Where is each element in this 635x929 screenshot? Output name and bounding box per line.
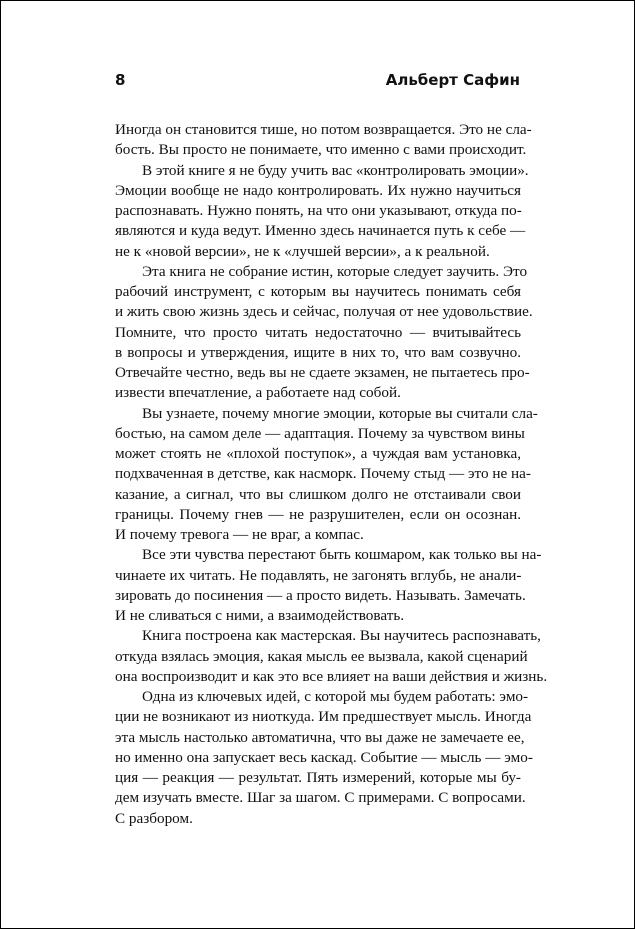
text-line: Помните, что просто читать недостаточно — вчитывайтесь bbox=[115, 323, 521, 341]
paragraph bbox=[115, 687, 533, 829]
paragraph bbox=[115, 161, 529, 262]
text-line: Эмоции вообще не надо контролировать. Их нужно научиться bbox=[115, 181, 521, 199]
text-line: распознавать. Нужно понять, на что они указывают, откуда по- bbox=[115, 202, 522, 219]
text-line: бость. Вы просто не понимаете, что именно с вами происходит. bbox=[115, 141, 527, 159]
text-line: в вопросы и утверждения, ищите в них то, что вам созвучно. bbox=[115, 343, 521, 361]
text-line: И не сливаться с ними, а взаимодействовать. bbox=[115, 607, 405, 624]
text-line: дем изучать вместе. Шаг за шагом. С примерами. С вопросами. bbox=[115, 789, 526, 807]
text-line: она воспроизводит и как это все влияет на ваши действия и жизнь. bbox=[115, 667, 548, 685]
text-line: Вы узнаете, почему многие эмоции, которые вы считали сла- bbox=[142, 404, 538, 422]
text-line: и жить свою жизнь здесь и сейчас, получая от нее удовольствие. bbox=[115, 303, 533, 321]
text-line: Отвечайте честно, ведь вы не сдаете экзамен, не пытаетесь про- bbox=[115, 364, 530, 381]
text-line: но именно она запускает весь каскад. Событие — мысль — эмо- bbox=[115, 748, 533, 766]
text-line: Иногда он становится тише, но потом возвращается. Это не сла- bbox=[115, 121, 532, 138]
paragraph bbox=[115, 262, 533, 404]
text-line: откуда взялась эмоция, какая мысль ее вызвала, какой сценарий bbox=[115, 647, 528, 665]
page-number: 8 bbox=[115, 71, 126, 89]
text-line: Все эти чувства перестают быть кошмаром, как только вы на- bbox=[142, 546, 542, 564]
paragraph bbox=[115, 545, 542, 626]
text-line: зировать до посинения — а просто видеть. Называть. Замечать. bbox=[115, 586, 526, 604]
text-line: не к «новой версии», не к «лучшей версии», а к реальной. bbox=[115, 242, 490, 260]
text-line: рабочий инструмент, с которым вы научитесь понимать себя bbox=[115, 283, 521, 300]
paragraph bbox=[115, 120, 532, 161]
text-line: чинаете их читать. Не подавлять, не загонять вглубь, не анали- bbox=[115, 566, 522, 584]
text-line: подхваченная в детстве, как насморк. Почему стыд — это не на- bbox=[115, 465, 531, 483]
text-line: Книга построена как мастерская. Вы научитесь распознавать, bbox=[142, 627, 541, 645]
paragraph bbox=[115, 404, 538, 546]
text-line: извести впечатление, а работаете над собой. bbox=[115, 384, 401, 402]
running-header-author: Альберт Сафин bbox=[385, 71, 520, 89]
text-line: ция — реакция — результат. Пять измерений, которые мы бу- bbox=[115, 769, 521, 786]
paragraph bbox=[115, 626, 548, 687]
text-line: В этой книге я не буду учить вас «контролировать эмоции». bbox=[142, 161, 529, 179]
text-line: являются и куда ведут. Именно здесь начинается путь к себе — bbox=[115, 222, 526, 240]
page-body-text bbox=[115, 120, 548, 829]
text-line: эта мысль настолько автоматична, что вы даже не замечаете ее, bbox=[115, 728, 525, 746]
text-line: бостью, на самом деле — адаптация. Почему за чувством вины bbox=[115, 424, 525, 442]
text-line: границы. Почему гнев — не разрушителен, если он осознан. bbox=[115, 505, 521, 523]
text-line: Эта книга не собрание истин, которые следует заучить. Это bbox=[142, 262, 528, 280]
text-line: Одна из ключевых идей, с которой мы будем работать: эмо- bbox=[142, 688, 529, 705]
text-line: С разбором. bbox=[115, 809, 193, 827]
text-line: может стоять не «плохой поступок», а чуждая вам установка, bbox=[115, 445, 521, 462]
text-line: ции не возникают из ниоткуда. Им предшествует мысль. Иногда bbox=[115, 708, 532, 726]
text-line: И почему тревога — не враг, а компас. bbox=[115, 526, 364, 543]
text-line: казание, а сигнал, что вы слишком долго не отстаивали свои bbox=[115, 485, 521, 503]
